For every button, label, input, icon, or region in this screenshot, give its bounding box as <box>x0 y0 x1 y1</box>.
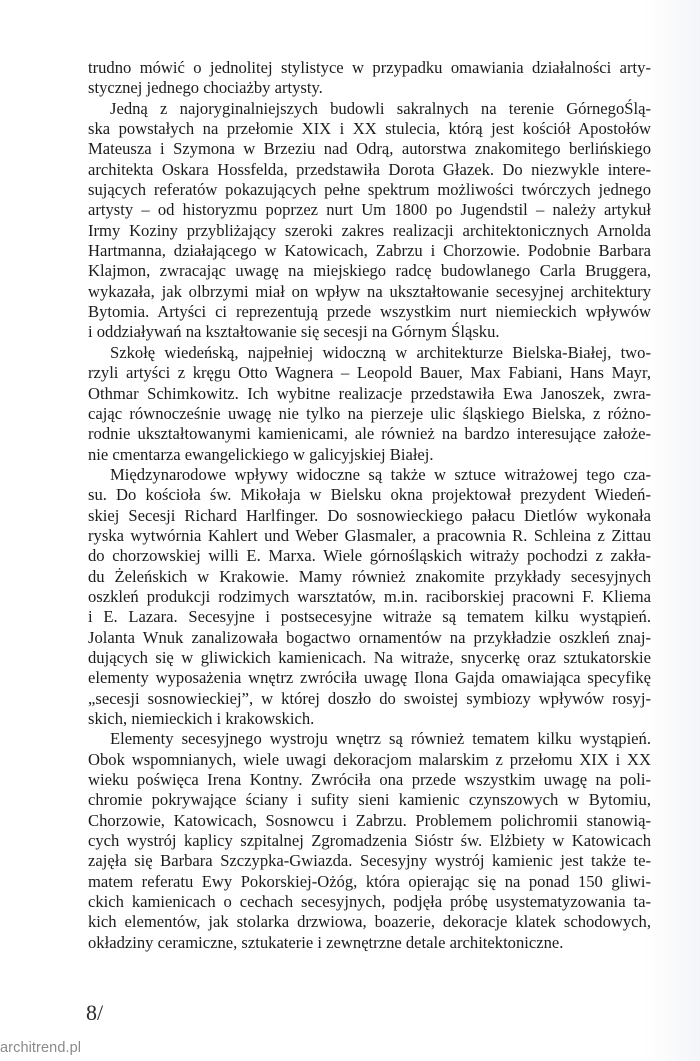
paragraph-5 <box>88 729 651 953</box>
text-line: ckich kamienicach o cechach secesyjnych, podjęła próbę usystematyzowania ta- <box>88 892 651 912</box>
text-line: Hartmanna, działającego w Katowicach, Zabrzu i Chorzowie. Podobnie Barbara <box>88 241 651 261</box>
text-line: Obok wspomnianych, wiele uwagi dekoracjom malarskim z przełomu XIX i XX <box>88 749 651 769</box>
text-line: wieku poświęca Irena Kontny. Zwróciła ona przede wszystkim uwagę na poli- <box>88 770 651 790</box>
text-line: stycznej jednego chociażby artysty. <box>88 78 323 98</box>
text-line: i oddziaływań na kształtowanie się secesji na Górnym Śląsku. <box>88 322 500 342</box>
text-line: i E. Lazara. Secesyjne i postsecesyjne witraże są tematem kilku wystąpień. <box>88 607 651 627</box>
text-line: zajęła się Barbara Szczypka-Gwiazda. Secesyjny wystrój kamienic jest także te- <box>88 851 651 871</box>
text-line: skiej Secesji Richard Harlfinger. Do sosnowieckiego pałacu Dietlów wykonała <box>88 505 651 525</box>
text-line: Jolanta Wnuk zanalizowała bogactwo ornamentów na przykładzie oszkleń znaj- <box>88 627 651 647</box>
text-line: Mateusza i Szymona w Brzeziu nad Odrą, autorstwa znakomitego berlińskiego <box>88 139 651 159</box>
text-line: wykazała, jak olbrzymi miał on wpływ na ukształtowanie secesyjnej architektury <box>88 281 651 301</box>
text-line: cając równocześnie uwagę nie tylko na pierzeje ulic śląskiego Bielska, z różno- <box>88 403 651 423</box>
text-line: architekta Oskara Hossfelda, przedstawiła Dorota Głazek. Do niezwykle intere- <box>88 159 651 179</box>
text-line: nie cmentarza ewangelickiego w galicyjskiej Białej. <box>88 444 434 464</box>
text-line: ska powstałych na przełomie XIX i XX stulecia, którą jest kościół Apostołów <box>88 119 651 139</box>
paragraph-3 <box>88 343 651 465</box>
text-line: artysty – od historyzmu poprzez nurt Um 1800 po Jugendstil – należy artykuł <box>88 200 651 220</box>
text-line: trudno mówić o jednolitej stylistyce w przypadku omawiania działalności arty- <box>88 58 651 77</box>
text-line: rodnie ukształtowanymi kamienicami, ale również na bardzo interesujące założe- <box>88 424 651 444</box>
text-line: Bytomia. Artyści ci reprezentują przede wszystkim nurt niemieckich wpływów <box>88 302 651 322</box>
text-line: du Żeleńskich w Krakowie. Mamy również znakomite przykłady secesyjnych <box>88 566 651 586</box>
text-line: Jedną z najoryginalniejszych budowli sakralnych na terenie GórnegoŚlą- <box>110 98 651 118</box>
text-line: Irmy Koziny przybliżający szeroki zakres realizacji architektonicznych Arnolda <box>88 220 651 240</box>
watermark-text: architrend.pl <box>0 1040 82 1056</box>
text-line: kich elementów, jak stolarka drzwiowa, boazerie, dekoracje klatek schodowych, <box>88 912 651 932</box>
text-line: oszkleń produkcji rodzimych warsztatów, m.in. raciborskiej pracowni F. Kliema <box>88 586 651 606</box>
text-line: chromie pokrywające ściany i sufity sieni kamienic czynszowych w Bytomiu, <box>88 790 651 810</box>
text-line: matem referatu Ewy Pokorskiej-Ożóg, która opierając się na ponad 150 gliwi- <box>88 871 651 891</box>
text-line: Klajmon, zwracając uwagę na miejskiego radcę budowlanego Carla Bruggera, <box>88 261 651 281</box>
text-line: okładziny ceramiczne, sztukaterie i zewnętrzne detale architektoniczne. <box>88 932 564 952</box>
text-line: Międzynarodowe wpływy widoczne są także w sztuce witrażowej tego cza- <box>110 464 651 484</box>
text-line: elementy wyposażenia wnętrz zwróciła uwagę Ilona Gajda omawiająca specyfikę <box>88 668 651 688</box>
text-line: do chorzowskiej willi E. Marxa. Wiele górnośląskich witraży pochodzi z zakła- <box>88 546 651 566</box>
text-line: sujących referatów pokazujących pełne spektrum możliwości twórczych jednego <box>88 180 651 200</box>
text-line: Szkołę wiedeńską, najpełniej widoczną w architekturze Bielska-Białej, two- <box>110 342 651 362</box>
paragraph-1 <box>88 58 651 99</box>
text-line: ryska wytwórnia Kahlert und Weber Glasmaler, a pracownia R. Schleina z Zittau <box>88 525 651 545</box>
text-line: Chorzowie, Katowicach, Sosnowcu i Zabrzu. Problemem polichromii stanowią- <box>88 810 651 830</box>
text-line: Othmar Schimkowitz. Ich wybitne realizacje przedstawiła Ewa Janoszek, zwra- <box>88 383 651 403</box>
text-line: rzyli artyści z kręgu Otto Wagnera – Leopold Bauer, Max Fabiani, Hans Mayr, <box>88 363 651 383</box>
paragraph-2 <box>88 99 651 343</box>
body-text <box>88 58 651 953</box>
text-line: skich, niemieckich i krakowskich. <box>88 709 315 728</box>
text-line: dujących się w gliwickich kamienicach. Na witraże, snycerkę oraz sztukatorskie <box>88 647 651 667</box>
text-line: cych wystrój kaplicy szpitalnej Zgromadzenia Sióstr św. Elżbiety w Katowicach <box>88 831 651 851</box>
text-line: Elementy secesyjnego wystroju wnętrz są również tematem kilku wystąpień. <box>110 729 651 749</box>
page-number: 8/ <box>86 1000 104 1025</box>
text-line: „secesji sosnowieckiej”, w której doszło do swoistej symbiozy wpływów rosyj- <box>88 688 651 708</box>
text-line: su. Do kościoła św. Mikołaja w Bielsku okna projektował prezydent Wiedeń- <box>88 485 651 505</box>
paragraph-4 <box>88 465 651 729</box>
